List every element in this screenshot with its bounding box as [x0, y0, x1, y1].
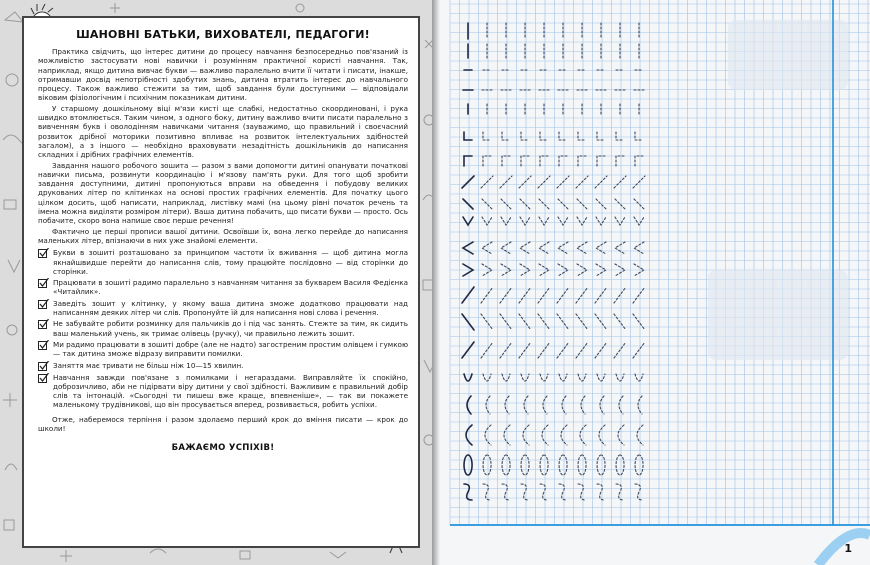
tracing-element [635, 484, 643, 500]
tracing-element [501, 242, 511, 254]
paragraph: У старшому дошкільному віці м'язи кисті ще слабкі, недостатньо скоординовані, і рука швидко втомлюється. Таким чином, з одного боку, дитину важливо вчити писати паралельно з вивченням букв і оволодінням навичками читання (зауважимо, що правильний і своєчасний розвиток дрібної моторики позитивно впливає на розвиток інтелектуальних здібностей загалом), а з іншого — необхідно враховувати незадітність дошкільників до написання складних і дрібних графічних елементів. [38, 103, 408, 160]
watermark-illustration [708, 270, 848, 360]
paragraph: Практика свідчить, що інтерес дитини до процесу навчання безпосередньо пов'язаний із можливістю застосувати нові навички і розумінням практичної користі навчання. Так, наприклад, якщо дитина вивчає букви — важливо паралельно вчити її читати і писати, інакше, отримавши досвід непотрібності здобутих знань, дитина втратить інтерес до навчального процесу. Також важливо стежити за тим, щоб завдання були доступними — відповідали віковим фізіологічним і психічним показникам дитини. [38, 47, 408, 103]
tracing-element [519, 176, 531, 188]
checkbox-tick-icon [38, 248, 49, 258]
tips-list [38, 248, 408, 409]
closing-text: Отже, наберемося терпіння і разом здолаємо перший крок до вміння писати — крок до школи! [38, 414, 408, 433]
tracing-element [481, 176, 493, 188]
tracing-element [540, 156, 548, 166]
tracing-element [616, 374, 624, 381]
tracing-element [483, 132, 491, 140]
tracing-element [481, 314, 493, 330]
tracing-element [596, 217, 606, 225]
tracing-element [481, 287, 493, 303]
tracing-element [577, 217, 587, 225]
tracing-element [614, 314, 626, 330]
tracing-element [483, 156, 491, 166]
tracing-element [502, 374, 510, 381]
tracing-element [597, 455, 605, 475]
tracing-element [578, 374, 586, 381]
wish-heading: БАЖАЄМО УСПІХІВ! [171, 443, 275, 454]
tracing-element [578, 156, 586, 166]
tracing-element [483, 455, 491, 475]
tracing-element [635, 374, 643, 381]
tracing-element [595, 287, 607, 303]
tip-item: Букви в зошиті розташовано за принципом частоти їх вживання — щоб дитина могла якнайшвидше перейти до написання слів, тому працюйте послідовно — від сторінки до сторінки. [38, 248, 408, 276]
tracing-element [559, 455, 567, 475]
tracing-element [462, 176, 474, 188]
checkbox-tick-icon [38, 299, 49, 309]
tracing-element [464, 455, 472, 475]
tracing-element [633, 314, 645, 330]
worksheet-grid [438, 0, 870, 565]
tracing-element [595, 314, 607, 330]
tracing-element [483, 484, 491, 500]
tracing-element [521, 132, 529, 140]
tracing-element [500, 287, 512, 303]
tracing-element [616, 455, 624, 475]
tracing-element [521, 484, 529, 500]
tip-item: Працювати в зошиті радимо паралельно з навчанням читання за букварем Василя Федієнка «Читайлик». [38, 278, 408, 297]
tracing-element [502, 484, 510, 500]
tracing-element [614, 287, 626, 303]
tracing-element [635, 455, 643, 475]
tracing-element [464, 374, 472, 381]
tracing-element [616, 132, 624, 140]
tip-item: Ми радимо працювати в зошиті добре (але не надто) загостреним простим олівцем і гумкою — так дитина зможе відразу виправити помилки. [38, 340, 408, 359]
right-page [438, 0, 870, 565]
tracing-element [540, 455, 548, 475]
tracing-element [576, 314, 588, 330]
tracing-element [596, 242, 606, 254]
checkbox-tick-icon [38, 340, 49, 350]
tracing-element [634, 242, 644, 254]
tracing-element [557, 176, 569, 188]
tracing-element [558, 199, 568, 209]
tracing-element [578, 132, 586, 140]
tracing-element [500, 314, 512, 330]
tracing-element [633, 176, 645, 188]
tracing-element [540, 484, 548, 500]
tracing-element [597, 374, 605, 381]
tip-item: Заняття має тривати не більш ніж 10—15 хвилин. [38, 361, 408, 371]
tracing-element [559, 132, 567, 140]
page-number: 1 [844, 542, 852, 555]
tracing-element [520, 242, 530, 254]
tracing-element [576, 287, 588, 303]
tracing-element [615, 199, 625, 209]
tracing-element [634, 217, 644, 225]
tracing-element [501, 217, 511, 225]
tracing-element [502, 132, 510, 140]
tracing-element [597, 132, 605, 140]
tracing-element [595, 176, 607, 188]
tracing-element [519, 314, 531, 330]
tracing-element [597, 484, 605, 500]
tracing-element [634, 199, 644, 209]
tracing-element [577, 199, 587, 209]
tracing-element [502, 455, 510, 475]
tracing-element [521, 156, 529, 166]
tracing-element [616, 156, 624, 166]
checkbox-tick-icon [38, 319, 49, 329]
tip-item: Навчання завжди пов'язане з помилками і негараздами. Виправляйте їх спокійно, доброзичливо, аби не підірвати віру дитини у свої здібності. Важливим є правильний добір слів та інтонацій. «Сьогодні ти пишеш вже краще, впевненіше», — так ви покажете маленькому трудівникові, що він просувається вперед, розвивається, робить успіхи. [38, 373, 408, 410]
tracing-element [558, 217, 568, 225]
tracing-element [615, 217, 625, 225]
tracing-element [578, 455, 586, 475]
tracing-element [635, 156, 643, 166]
tracing-element [539, 199, 549, 209]
tracing-element [539, 242, 549, 254]
tracing-element [520, 199, 530, 209]
tip-item: Не забувайте робити розминку для пальчиків до і під час занять. Стежте за тим, як сидить ваш маленький учень, як тримає олівець (ручку), чи правильно лежить зошит. [38, 319, 408, 338]
tracing-element [482, 217, 492, 225]
tracing-element [538, 287, 550, 303]
tracing-element [462, 314, 474, 330]
tip-item: Заведіть зошит у клітинку, у якому ваша дитина зможе додатково працювати над написанням деяких літер чи слів. Пропонуйте їй для написання нові слова і речення. [38, 299, 408, 318]
checkbox-tick-icon [38, 278, 49, 288]
tracing-element [559, 156, 567, 166]
tracing-element [615, 242, 625, 254]
tracing-element [463, 199, 473, 209]
tracing-element [463, 242, 473, 254]
tracing-element [539, 217, 549, 225]
tracing-element [463, 217, 473, 225]
intro-frame [22, 16, 420, 548]
checkbox-tick-icon [38, 361, 49, 371]
tracing-element [596, 199, 606, 209]
tracing-element [577, 242, 587, 254]
tracing-element [521, 374, 529, 381]
checkbox-tick-icon [38, 373, 49, 383]
tracing-element [559, 374, 567, 381]
tracing-element [578, 484, 586, 500]
tracing-element [633, 287, 645, 303]
tracing-element [540, 374, 548, 381]
tracing-element [538, 176, 550, 188]
tracing-element [538, 314, 550, 330]
tracing-element [462, 287, 474, 303]
tracing-element [557, 287, 569, 303]
watermark-illustration [728, 20, 848, 90]
tracing-element [482, 199, 492, 209]
tracing-element [464, 132, 472, 140]
paragraph: Завдання нашого робочого зошита — разом з вами допомогти дитині опанувати початкові навички письма, розвинути координацію і м'язову пам'ять руки. Для того щоб зробити завдання доступними, дитині пропонуються вправи на обведення і побудову великих друкованих літер по клітинках на основі простих графічних елементів. Для початку цього цілком досить, щоб написати, наприклад, листівку мамі (на цьому рівні початок речень та імена можна виділяти розміром літери). Ваша дитина побачить, що писати букви — просто. Ось побачите, скоро вона напише своє перше речення! [38, 160, 408, 226]
tracing-element [520, 217, 530, 225]
tracing-element [557, 314, 569, 330]
tracing-element [502, 156, 510, 166]
tracing-element [635, 132, 643, 140]
page-gutter [432, 0, 440, 565]
tracing-element [464, 484, 472, 500]
paragraph: Фактично це перші прописи вашої дитини. Освоївши їх, вона легко перейде до написання маленьких літер, впізнаючи в них уже знайомі елементи. [38, 226, 408, 245]
tracing-element [501, 199, 511, 209]
tracing-element [483, 374, 491, 381]
tracing-element [597, 156, 605, 166]
tracing-element [540, 132, 548, 140]
tracing-element [559, 484, 567, 500]
tracing-element [519, 287, 531, 303]
tracing-element [500, 176, 512, 188]
tracing-element [576, 176, 588, 188]
tracing-element [521, 455, 529, 475]
page-title: ШАНОВНІ БАТЬКИ, ВИХОВАТЕЛІ, ПЕДАГОГИ! [76, 28, 370, 41]
tracing-element [614, 176, 626, 188]
tracing-element [482, 242, 492, 254]
tracing-element [464, 156, 472, 166]
tracing-element [616, 484, 624, 500]
tracing-element [558, 242, 568, 254]
